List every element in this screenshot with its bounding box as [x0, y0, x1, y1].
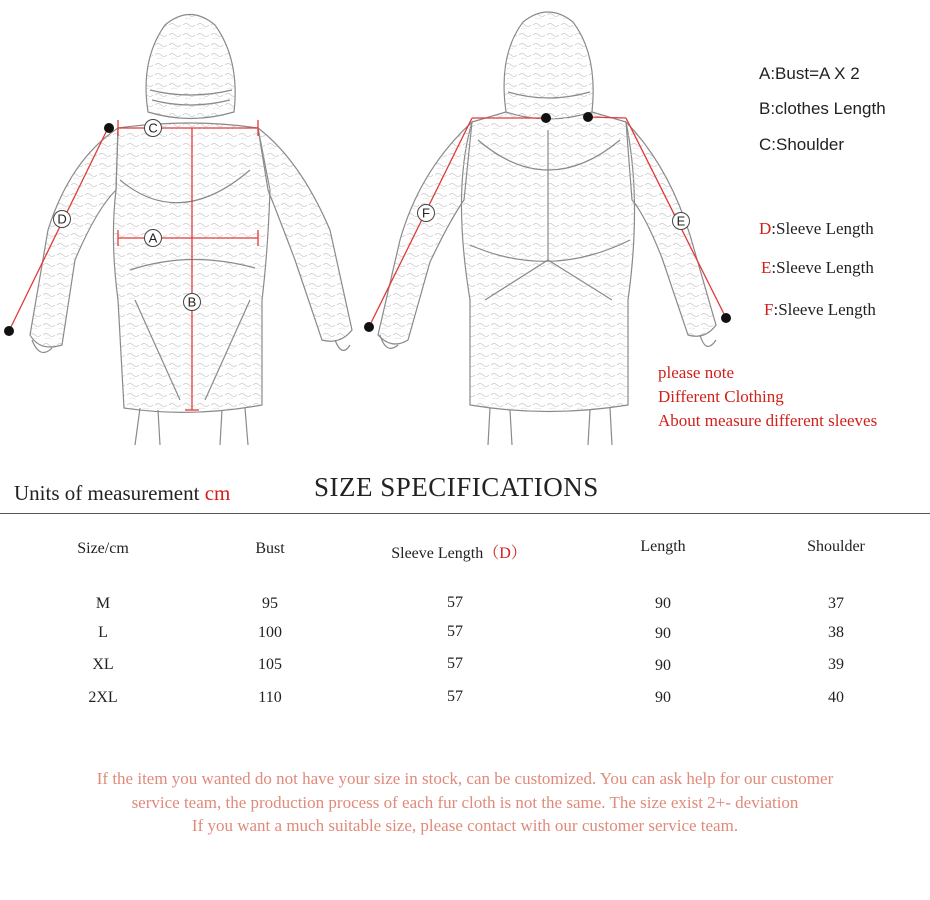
row-2xl-bust: 110 — [258, 689, 282, 706]
front-coat-sketch — [30, 15, 352, 446]
units-text: Units of measurement — [14, 481, 205, 505]
legend-sleeve-d — [759, 219, 874, 239]
legend-sleeve-e — [761, 258, 874, 278]
legend-text-f: :Sleeve Length — [773, 300, 876, 319]
header-sleeve — [391, 540, 527, 563]
divider — [0, 513, 930, 514]
svg-text:F: F — [422, 205, 430, 221]
marker-d — [54, 211, 71, 228]
row-xl-shoulder: 39 — [828, 656, 844, 673]
svg-text:C: C — [148, 120, 158, 136]
row-m-shoulder: 37 — [828, 595, 844, 612]
header-shoulder: Shoulder — [807, 538, 865, 555]
svg-text:B: B — [187, 294, 197, 310]
footer-notice — [0, 767, 930, 838]
header-length: Length — [640, 538, 686, 555]
legend-key-e: E — [761, 258, 772, 277]
note-line-2: Different Clothing — [658, 387, 784, 406]
svg-text:D: D — [57, 211, 67, 227]
row-l-length: 90 — [655, 625, 671, 642]
row-xl-sleeve: 57 — [447, 655, 463, 672]
legend-length: B:clothes Length — [759, 99, 886, 118]
footer-line-1: If the item you wanted do not have your size in stock, can be customized. You can ask help for our customer — [96, 769, 834, 788]
footer-line-2: service team, the production process of each fur cloth is not the same. The size exist 2+- deviation — [131, 792, 799, 812]
row-2xl-shoulder: 40 — [828, 689, 844, 706]
footer-line-3: If you want a much suitable size, please contact with our customer service team. — [191, 816, 739, 835]
header-sleeve-label: Sleeve Length — [391, 545, 484, 562]
legend-key-f: F — [764, 300, 774, 319]
row-m-sleeve: 57 — [447, 594, 463, 611]
row-xl-length: 90 — [655, 657, 671, 674]
legend-sleeve-f — [764, 300, 876, 320]
row-2xl-sleeve: 57 — [447, 688, 463, 705]
legend-text-e: :Sleeve Length — [771, 258, 874, 277]
units-label — [14, 481, 230, 506]
marker-e — [673, 213, 690, 230]
row-2xl-size: 2XL — [88, 689, 118, 706]
row-xl-size: XL — [92, 656, 114, 673]
marker-b — [184, 294, 201, 311]
legend-shoulder: C:Shoulder — [759, 135, 845, 154]
row-m-size: M — [95, 595, 111, 612]
row-m-bust: 95 — [262, 595, 278, 612]
legend-bust: A:Bust=A X 2 — [759, 64, 860, 83]
header-sleeve-key: （D） — [483, 545, 527, 562]
row-l-size: L — [98, 624, 108, 641]
marker-c — [145, 120, 162, 137]
row-l-shoulder: 38 — [828, 624, 844, 641]
marker-a — [145, 230, 162, 247]
note-line-3: About measure different sleeves — [658, 411, 878, 430]
svg-text:A: A — [148, 230, 158, 246]
row-l-bust: 100 — [258, 624, 282, 641]
row-l-sleeve: 57 — [447, 623, 463, 640]
marker-f — [418, 205, 435, 222]
page-title: SIZE SPECIFICATIONS — [314, 472, 599, 502]
row-2xl-length: 90 — [655, 689, 671, 706]
units-value: cm — [204, 481, 231, 505]
legend-text-d: :Sleeve Length — [771, 219, 874, 238]
svg-text:E: E — [676, 213, 686, 229]
header-size: Size/cm — [77, 540, 129, 557]
legend-key-d: D — [759, 219, 772, 238]
row-xl-bust: 105 — [258, 656, 282, 673]
row-m-length: 90 — [655, 595, 671, 612]
note-line-1: please note — [658, 363, 734, 382]
header-bust: Bust — [255, 540, 285, 557]
